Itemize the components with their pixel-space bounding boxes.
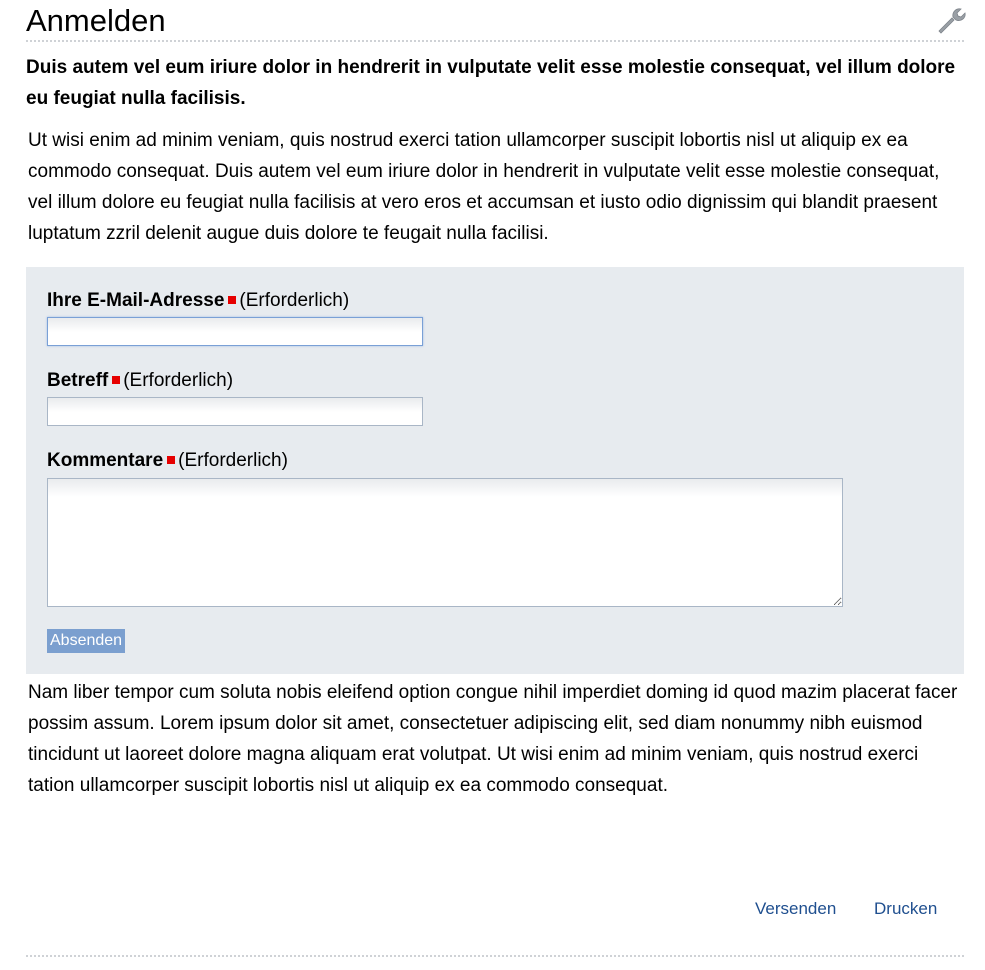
lead-text: Duis autem vel eum iriure dolor in hendrerit in vulputate velit esse molestie consequat, vel illum dolore eu feugiat nulla facilisis. [26,57,956,109]
footer-divider [26,955,964,957]
subject-label [47,369,233,393]
email-required-text: (Erforderlich) [239,290,350,311]
contact-form [26,267,964,674]
subject-field[interactable] [47,397,423,426]
email-field[interactable] [47,317,423,346]
subject-required-text: (Erforderlich) [123,370,234,391]
send-link[interactable]: Versenden [755,899,837,918]
required-marker [167,456,175,464]
comments-field[interactable] [47,478,843,607]
page-title: Anmelden [26,3,166,38]
outro-paragraph: Nam liber tempor cum soluta nobis eleifend option congue nihil imperdiet doming id quod mazim placerat facer possim assum. Lorem ipsum dolor sit amet, consectetuer adipiscing elit, sed diam nonummy nibh euismod tincidunt ut laoreet dolore magna aliquam erat volutpat. Ut wisi enim ad minim veniam, quis nostrud exerci tation ullamcorper suscipit lobortis nisl ut aliquip ex ea commodo consequat. [28,682,958,796]
email-label-text: Ihre E-Mail-Adresse [47,290,225,311]
submit-button[interactable]: Absenden [47,629,125,653]
subject-label-text: Betreff [47,370,109,391]
wrench-icon[interactable] [936,4,966,34]
required-marker [228,296,236,304]
print-link[interactable]: Drucken [874,899,938,918]
title-divider [26,40,964,42]
required-marker [112,376,120,384]
comments-label-text: Kommentare [47,450,164,471]
intro-paragraph: Ut wisi enim ad minim veniam, quis nostrud exerci tation ullamcorper suscipit lobortis nisl ut aliquip ex ea commodo consequat. Duis autem vel eum iriure dolor in hendrerit in vulputate velit esse molestie consequat, vel illum dolore eu feugiat nulla facilisis at vero eros et accumsan et iusto odio dignissim qui blandit praesent luptatum zzril delenit augue duis dolore te feugait nulla facilisi. [28,130,940,244]
email-label [47,289,349,313]
comments-required-text: (Erforderlich) [178,450,288,471]
comments-label [47,449,288,473]
